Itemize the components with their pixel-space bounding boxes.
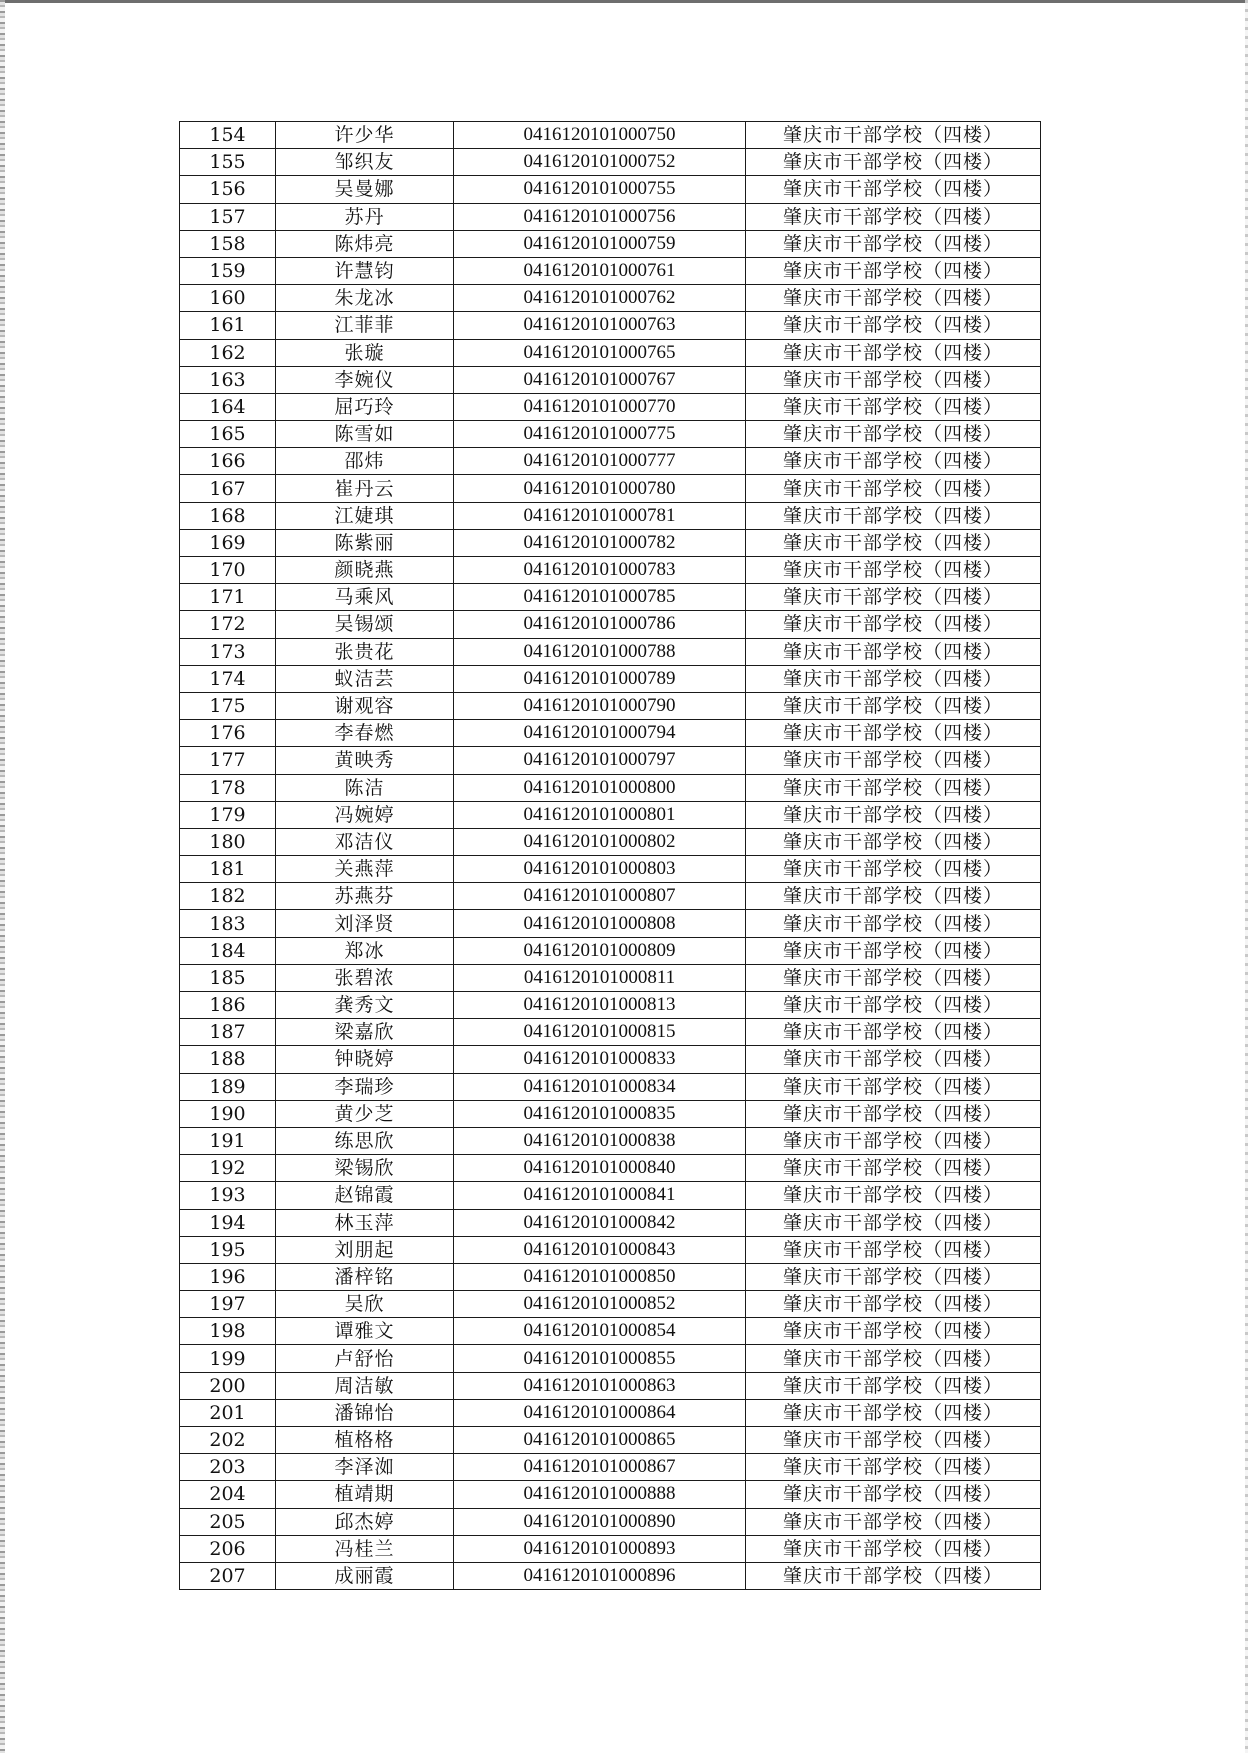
exam-location-cell: 肇庆市干部学校（四楼） xyxy=(746,149,1041,176)
admission-ticket-number-cell: 0416120101000834 xyxy=(454,1073,746,1100)
table-row xyxy=(180,1508,1041,1535)
row-number-cell: 188 xyxy=(180,1046,276,1073)
row-number-cell: 170 xyxy=(180,557,276,584)
admission-ticket-number-cell: 0416120101000803 xyxy=(454,856,746,883)
admission-ticket-number-cell: 0416120101000893 xyxy=(454,1535,746,1562)
row-number-cell: 197 xyxy=(180,1291,276,1318)
row-number-cell: 198 xyxy=(180,1318,276,1345)
roster-body xyxy=(180,122,1041,1590)
table-row xyxy=(180,339,1041,366)
row-number-cell: 164 xyxy=(180,393,276,420)
exam-location-cell: 肇庆市干部学校（四楼） xyxy=(746,339,1041,366)
table-row xyxy=(180,529,1041,556)
candidate-name-cell: 黄少芝 xyxy=(276,1100,454,1127)
exam-location-cell: 肇庆市干部学校（四楼） xyxy=(746,856,1041,883)
exam-location-cell: 肇庆市干部学校（四楼） xyxy=(746,312,1041,339)
table-row xyxy=(180,1454,1041,1481)
row-number-cell: 169 xyxy=(180,529,276,556)
table-row xyxy=(180,1155,1041,1182)
admission-ticket-number-cell: 0416120101000850 xyxy=(454,1263,746,1290)
candidate-name-cell: 钟晓婷 xyxy=(276,1046,454,1073)
admission-ticket-number-cell: 0416120101000890 xyxy=(454,1508,746,1535)
admission-ticket-number-cell: 0416120101000833 xyxy=(454,1046,746,1073)
table-row xyxy=(180,611,1041,638)
candidate-name-cell: 刘泽贤 xyxy=(276,910,454,937)
candidate-name-cell: 李瑞珍 xyxy=(276,1073,454,1100)
row-number-cell: 187 xyxy=(180,1019,276,1046)
admission-ticket-number-cell: 0416120101000867 xyxy=(454,1454,746,1481)
row-number-cell: 163 xyxy=(180,366,276,393)
candidate-name-cell: 屈巧玲 xyxy=(276,393,454,420)
candidate-name-cell: 李婉仪 xyxy=(276,366,454,393)
row-number-cell: 171 xyxy=(180,584,276,611)
row-number-cell: 158 xyxy=(180,230,276,257)
candidate-name-cell: 朱龙冰 xyxy=(276,285,454,312)
scan-border-top xyxy=(0,0,1248,3)
table-row xyxy=(180,774,1041,801)
table-row xyxy=(180,1345,1041,1372)
candidate-name-cell: 邱杰婷 xyxy=(276,1508,454,1535)
row-number-cell: 180 xyxy=(180,828,276,855)
admission-ticket-number-cell: 0416120101000835 xyxy=(454,1100,746,1127)
exam-location-cell: 肇庆市干部学校（四楼） xyxy=(746,747,1041,774)
admission-ticket-number-cell: 0416120101000888 xyxy=(454,1481,746,1508)
row-number-cell: 157 xyxy=(180,203,276,230)
candidate-name-cell: 颜晓燕 xyxy=(276,557,454,584)
table-row xyxy=(180,828,1041,855)
exam-location-cell: 肇庆市干部学校（四楼） xyxy=(746,285,1041,312)
table-row xyxy=(180,393,1041,420)
candidate-name-cell: 周洁敏 xyxy=(276,1372,454,1399)
admission-ticket-number-cell: 0416120101000855 xyxy=(454,1345,746,1372)
candidate-name-cell: 苏丹 xyxy=(276,203,454,230)
exam-location-cell: 肇庆市干部学校（四楼） xyxy=(746,1454,1041,1481)
row-number-cell: 162 xyxy=(180,339,276,366)
admission-ticket-number-cell: 0416120101000756 xyxy=(454,203,746,230)
exam-location-cell: 肇庆市干部学校（四楼） xyxy=(746,230,1041,257)
row-number-cell: 168 xyxy=(180,502,276,529)
exam-location-cell: 肇庆市干部学校（四楼） xyxy=(746,1127,1041,1154)
admission-ticket-number-cell: 0416120101000783 xyxy=(454,557,746,584)
exam-location-cell: 肇庆市干部学校（四楼） xyxy=(746,393,1041,420)
candidate-name-cell: 刘朋起 xyxy=(276,1236,454,1263)
candidate-name-cell: 卢舒怡 xyxy=(276,1345,454,1372)
table-row xyxy=(180,1046,1041,1073)
exam-location-cell: 肇庆市干部学校（四楼） xyxy=(746,774,1041,801)
admission-ticket-number-cell: 0416120101000794 xyxy=(454,720,746,747)
exam-location-cell: 肇庆市干部学校（四楼） xyxy=(746,366,1041,393)
candidate-name-cell: 邓洁仪 xyxy=(276,828,454,855)
row-number-cell: 174 xyxy=(180,665,276,692)
candidate-name-cell: 张贵花 xyxy=(276,638,454,665)
admission-ticket-number-cell: 0416120101000852 xyxy=(454,1291,746,1318)
admission-ticket-number-cell: 0416120101000777 xyxy=(454,448,746,475)
candidate-name-cell: 谢观容 xyxy=(276,692,454,719)
candidate-name-cell: 邹织友 xyxy=(276,149,454,176)
candidate-name-cell: 李泽洳 xyxy=(276,1454,454,1481)
row-number-cell: 159 xyxy=(180,257,276,284)
table-row xyxy=(180,257,1041,284)
table-row xyxy=(180,1073,1041,1100)
table-row xyxy=(180,448,1041,475)
candidate-name-cell: 马乘风 xyxy=(276,584,454,611)
admission-ticket-number-cell: 0416120101000865 xyxy=(454,1427,746,1454)
admission-ticket-number-cell: 0416120101000770 xyxy=(454,393,746,420)
candidate-roster-table xyxy=(179,121,1041,1590)
candidate-name-cell: 吴欣 xyxy=(276,1291,454,1318)
admission-ticket-number-cell: 0416120101000811 xyxy=(454,964,746,991)
row-number-cell: 206 xyxy=(180,1535,276,1562)
exam-location-cell: 肇庆市干部学校（四楼） xyxy=(746,692,1041,719)
admission-ticket-number-cell: 0416120101000767 xyxy=(454,366,746,393)
admission-ticket-number-cell: 0416120101000838 xyxy=(454,1127,746,1154)
candidate-name-cell: 张碧浓 xyxy=(276,964,454,991)
table-row xyxy=(180,964,1041,991)
table-row xyxy=(180,502,1041,529)
exam-location-cell: 肇庆市干部学校（四楼） xyxy=(746,557,1041,584)
exam-location-cell: 肇庆市干部学校（四楼） xyxy=(746,1372,1041,1399)
admission-ticket-number-cell: 0416120101000801 xyxy=(454,801,746,828)
row-number-cell: 160 xyxy=(180,285,276,312)
exam-location-cell: 肇庆市干部学校（四楼） xyxy=(746,828,1041,855)
row-number-cell: 192 xyxy=(180,1155,276,1182)
admission-ticket-number-cell: 0416120101000786 xyxy=(454,611,746,638)
exam-location-cell: 肇庆市干部学校（四楼） xyxy=(746,883,1041,910)
table-row xyxy=(180,149,1041,176)
admission-ticket-number-cell: 0416120101000781 xyxy=(454,502,746,529)
exam-location-cell: 肇庆市干部学校（四楼） xyxy=(746,502,1041,529)
admission-ticket-number-cell: 0416120101000761 xyxy=(454,257,746,284)
table-row xyxy=(180,1127,1041,1154)
row-number-cell: 181 xyxy=(180,856,276,883)
exam-location-cell: 肇庆市干部学校（四楼） xyxy=(746,611,1041,638)
admission-ticket-number-cell: 0416120101000802 xyxy=(454,828,746,855)
candidate-name-cell: 张璇 xyxy=(276,339,454,366)
row-number-cell: 201 xyxy=(180,1399,276,1426)
candidate-name-cell: 冯婉婷 xyxy=(276,801,454,828)
candidate-name-cell: 潘梓铭 xyxy=(276,1263,454,1290)
exam-location-cell: 肇庆市干部学校（四楼） xyxy=(746,1399,1041,1426)
row-number-cell: 182 xyxy=(180,883,276,910)
exam-location-cell: 肇庆市干部学校（四楼） xyxy=(746,421,1041,448)
exam-location-cell: 肇庆市干部学校（四楼） xyxy=(746,801,1041,828)
admission-ticket-number-cell: 0416120101000843 xyxy=(454,1236,746,1263)
exam-location-cell: 肇庆市干部学校（四楼） xyxy=(746,1209,1041,1236)
admission-ticket-number-cell: 0416120101000752 xyxy=(454,149,746,176)
candidate-name-cell: 植靖期 xyxy=(276,1481,454,1508)
table-row xyxy=(180,176,1041,203)
admission-ticket-number-cell: 0416120101000800 xyxy=(454,774,746,801)
admission-ticket-number-cell: 0416120101000808 xyxy=(454,910,746,937)
admission-ticket-number-cell: 0416120101000750 xyxy=(454,122,746,149)
admission-ticket-number-cell: 0416120101000809 xyxy=(454,937,746,964)
candidate-name-cell: 潘锦怡 xyxy=(276,1399,454,1426)
table-row xyxy=(180,1100,1041,1127)
row-number-cell: 196 xyxy=(180,1263,276,1290)
row-number-cell: 186 xyxy=(180,992,276,1019)
admission-ticket-number-cell: 0416120101000815 xyxy=(454,1019,746,1046)
exam-location-cell: 肇庆市干部学校（四楼） xyxy=(746,638,1041,665)
row-number-cell: 193 xyxy=(180,1182,276,1209)
exam-location-cell: 肇庆市干部学校（四楼） xyxy=(746,1291,1041,1318)
table-row xyxy=(180,1562,1041,1589)
row-number-cell: 189 xyxy=(180,1073,276,1100)
table-row xyxy=(180,557,1041,584)
admission-ticket-number-cell: 0416120101000789 xyxy=(454,665,746,692)
admission-ticket-number-cell: 0416120101000755 xyxy=(454,176,746,203)
row-number-cell: 173 xyxy=(180,638,276,665)
admission-ticket-number-cell: 0416120101000759 xyxy=(454,230,746,257)
row-number-cell: 178 xyxy=(180,774,276,801)
table-row xyxy=(180,883,1041,910)
table-row xyxy=(180,937,1041,964)
table-row xyxy=(180,230,1041,257)
table-row xyxy=(180,1427,1041,1454)
admission-ticket-number-cell: 0416120101000864 xyxy=(454,1399,746,1426)
exam-location-cell: 肇庆市干部学校（四楼） xyxy=(746,1100,1041,1127)
exam-location-cell: 肇庆市干部学校（四楼） xyxy=(746,1481,1041,1508)
candidate-name-cell: 陈炜亮 xyxy=(276,230,454,257)
row-number-cell: 194 xyxy=(180,1209,276,1236)
table-row xyxy=(180,992,1041,1019)
row-number-cell: 179 xyxy=(180,801,276,828)
candidate-name-cell: 陈雪如 xyxy=(276,421,454,448)
candidate-name-cell: 冯桂兰 xyxy=(276,1535,454,1562)
exam-location-cell: 肇庆市干部学校（四楼） xyxy=(746,937,1041,964)
row-number-cell: 177 xyxy=(180,747,276,774)
admission-ticket-number-cell: 0416120101000807 xyxy=(454,883,746,910)
row-number-cell: 167 xyxy=(180,475,276,502)
candidate-name-cell: 练思欣 xyxy=(276,1127,454,1154)
candidate-name-cell: 蚁洁芸 xyxy=(276,665,454,692)
table-row xyxy=(180,692,1041,719)
exam-location-cell: 肇庆市干部学校（四楼） xyxy=(746,529,1041,556)
row-number-cell: 161 xyxy=(180,312,276,339)
table-row xyxy=(180,1019,1041,1046)
exam-location-cell: 肇庆市干部学校（四楼） xyxy=(746,1263,1041,1290)
admission-ticket-number-cell: 0416120101000797 xyxy=(454,747,746,774)
row-number-cell: 165 xyxy=(180,421,276,448)
admission-ticket-number-cell: 0416120101000775 xyxy=(454,421,746,448)
admission-ticket-number-cell: 0416120101000854 xyxy=(454,1318,746,1345)
exam-location-cell: 肇庆市干部学校（四楼） xyxy=(746,1427,1041,1454)
exam-location-cell: 肇庆市干部学校（四楼） xyxy=(746,1182,1041,1209)
table-row xyxy=(180,475,1041,502)
exam-location-cell: 肇庆市干部学校（四楼） xyxy=(746,1508,1041,1535)
admission-ticket-number-cell: 0416120101000863 xyxy=(454,1372,746,1399)
candidate-name-cell: 陈紫丽 xyxy=(276,529,454,556)
row-number-cell: 190 xyxy=(180,1100,276,1127)
admission-ticket-number-cell: 0416120101000785 xyxy=(454,584,746,611)
candidate-name-cell: 邵炜 xyxy=(276,448,454,475)
row-number-cell: 156 xyxy=(180,176,276,203)
table-row xyxy=(180,1318,1041,1345)
row-number-cell: 207 xyxy=(180,1562,276,1589)
admission-ticket-number-cell: 0416120101000762 xyxy=(454,285,746,312)
exam-location-cell: 肇庆市干部学校（四楼） xyxy=(746,992,1041,1019)
exam-location-cell: 肇庆市干部学校（四楼） xyxy=(746,584,1041,611)
candidate-name-cell: 苏燕芬 xyxy=(276,883,454,910)
row-number-cell: 203 xyxy=(180,1454,276,1481)
exam-location-cell: 肇庆市干部学校（四楼） xyxy=(746,1046,1041,1073)
row-number-cell: 205 xyxy=(180,1508,276,1535)
table-row xyxy=(180,1236,1041,1263)
table-row xyxy=(180,801,1041,828)
exam-location-cell: 肇庆市干部学校（四楼） xyxy=(746,475,1041,502)
table-row xyxy=(180,584,1041,611)
row-number-cell: 200 xyxy=(180,1372,276,1399)
row-number-cell: 191 xyxy=(180,1127,276,1154)
row-number-cell: 183 xyxy=(180,910,276,937)
candidate-name-cell: 林玉萍 xyxy=(276,1209,454,1236)
row-number-cell: 184 xyxy=(180,937,276,964)
table-row xyxy=(180,1372,1041,1399)
exam-location-cell: 肇庆市干部学校（四楼） xyxy=(746,203,1041,230)
row-number-cell: 195 xyxy=(180,1236,276,1263)
exam-location-cell: 肇庆市干部学校（四楼） xyxy=(746,1562,1041,1589)
exam-location-cell: 肇庆市干部学校（四楼） xyxy=(746,720,1041,747)
exam-location-cell: 肇庆市干部学校（四楼） xyxy=(746,257,1041,284)
row-number-cell: 199 xyxy=(180,1345,276,1372)
exam-location-cell: 肇庆市干部学校（四楼） xyxy=(746,1236,1041,1263)
row-number-cell: 155 xyxy=(180,149,276,176)
candidate-name-cell: 龚秀文 xyxy=(276,992,454,1019)
admission-ticket-number-cell: 0416120101000842 xyxy=(454,1209,746,1236)
exam-location-cell: 肇庆市干部学校（四楼） xyxy=(746,1019,1041,1046)
table-row xyxy=(180,856,1041,883)
table-row xyxy=(180,720,1041,747)
candidate-name-cell: 植格格 xyxy=(276,1427,454,1454)
admission-ticket-number-cell: 0416120101000790 xyxy=(454,692,746,719)
admission-ticket-number-cell: 0416120101000841 xyxy=(454,1182,746,1209)
candidate-name-cell: 黄映秀 xyxy=(276,747,454,774)
admission-ticket-number-cell: 0416120101000763 xyxy=(454,312,746,339)
exam-location-cell: 肇庆市干部学校（四楼） xyxy=(746,122,1041,149)
row-number-cell: 154 xyxy=(180,122,276,149)
exam-location-cell: 肇庆市干部学校（四楼） xyxy=(746,1155,1041,1182)
scan-border-left xyxy=(0,0,5,1753)
exam-location-cell: 肇庆市干部学校（四楼） xyxy=(746,964,1041,991)
candidate-name-cell: 吴锡颂 xyxy=(276,611,454,638)
exam-location-cell: 肇庆市干部学校（四楼） xyxy=(746,1345,1041,1372)
candidate-name-cell: 梁锡欣 xyxy=(276,1155,454,1182)
table-row xyxy=(180,1481,1041,1508)
table-row xyxy=(180,312,1041,339)
candidate-name-cell: 江菲菲 xyxy=(276,312,454,339)
admission-ticket-number-cell: 0416120101000813 xyxy=(454,992,746,1019)
table-row xyxy=(180,1291,1041,1318)
table-row xyxy=(180,910,1041,937)
admission-ticket-number-cell: 0416120101000840 xyxy=(454,1155,746,1182)
candidate-name-cell: 陈洁 xyxy=(276,774,454,801)
row-number-cell: 176 xyxy=(180,720,276,747)
candidate-name-cell: 许少华 xyxy=(276,122,454,149)
candidate-name-cell: 谭雅文 xyxy=(276,1318,454,1345)
row-number-cell: 172 xyxy=(180,611,276,638)
exam-location-cell: 肇庆市干部学校（四楼） xyxy=(746,665,1041,692)
candidate-name-cell: 江婕琪 xyxy=(276,502,454,529)
candidate-name-cell: 梁嘉欣 xyxy=(276,1019,454,1046)
exam-location-cell: 肇庆市干部学校（四楼） xyxy=(746,1535,1041,1562)
table-row xyxy=(180,203,1041,230)
table-row xyxy=(180,1182,1041,1209)
table-row xyxy=(180,1209,1041,1236)
row-number-cell: 185 xyxy=(180,964,276,991)
candidate-name-cell: 李春燃 xyxy=(276,720,454,747)
table-row xyxy=(180,638,1041,665)
table-row xyxy=(180,1399,1041,1426)
table-row xyxy=(180,1535,1041,1562)
candidate-name-cell: 吴曼娜 xyxy=(276,176,454,203)
exam-location-cell: 肇庆市干部学校（四楼） xyxy=(746,910,1041,937)
table-row xyxy=(180,122,1041,149)
row-number-cell: 166 xyxy=(180,448,276,475)
table-row xyxy=(180,366,1041,393)
admission-ticket-number-cell: 0416120101000782 xyxy=(454,529,746,556)
row-number-cell: 202 xyxy=(180,1427,276,1454)
table-row xyxy=(180,747,1041,774)
exam-location-cell: 肇庆市干部学校（四楼） xyxy=(746,1318,1041,1345)
table-row xyxy=(180,285,1041,312)
candidate-name-cell: 郑冰 xyxy=(276,937,454,964)
admission-ticket-number-cell: 0416120101000780 xyxy=(454,475,746,502)
admission-ticket-number-cell: 0416120101000788 xyxy=(454,638,746,665)
table-row xyxy=(180,421,1041,448)
row-number-cell: 175 xyxy=(180,692,276,719)
row-number-cell: 204 xyxy=(180,1481,276,1508)
candidate-name-cell: 崔丹云 xyxy=(276,475,454,502)
candidate-name-cell: 关燕萍 xyxy=(276,856,454,883)
exam-location-cell: 肇庆市干部学校（四楼） xyxy=(746,1073,1041,1100)
table-row xyxy=(180,665,1041,692)
admission-ticket-number-cell: 0416120101000896 xyxy=(454,1562,746,1589)
admission-ticket-number-cell: 0416120101000765 xyxy=(454,339,746,366)
candidate-name-cell: 成丽霞 xyxy=(276,1562,454,1589)
candidate-name-cell: 许慧钧 xyxy=(276,257,454,284)
table-row xyxy=(180,1263,1041,1290)
candidate-name-cell: 赵锦霞 xyxy=(276,1182,454,1209)
exam-location-cell: 肇庆市干部学校（四楼） xyxy=(746,176,1041,203)
exam-location-cell: 肇庆市干部学校（四楼） xyxy=(746,448,1041,475)
